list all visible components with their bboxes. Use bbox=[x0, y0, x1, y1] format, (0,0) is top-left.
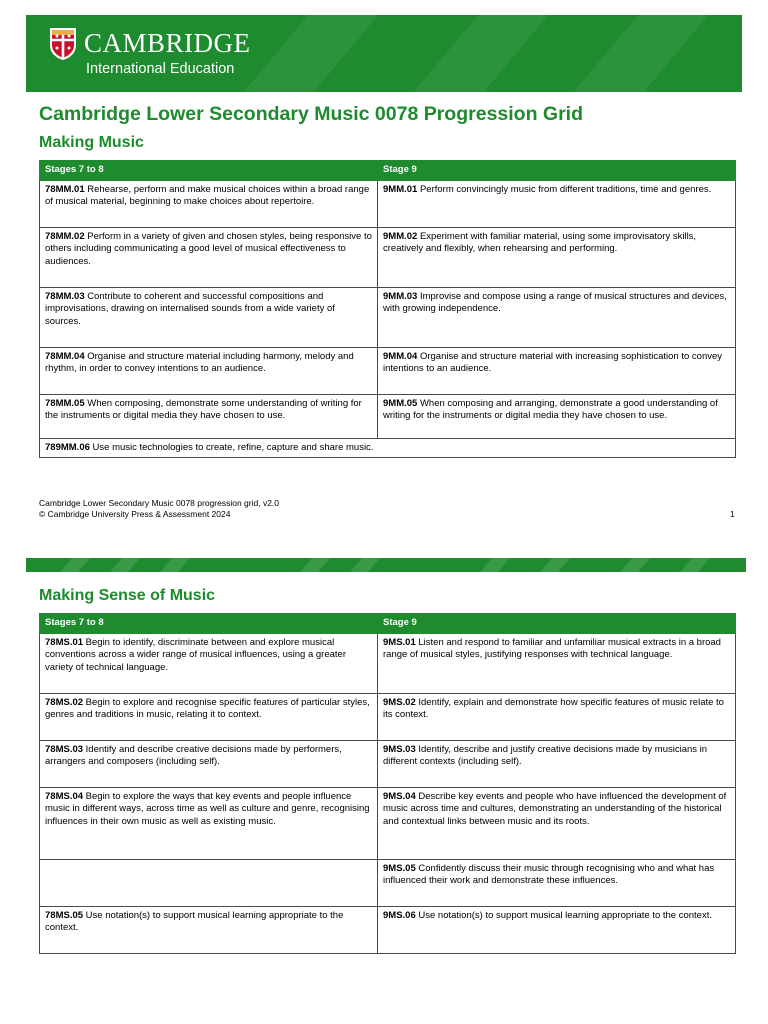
column-header-stages-7-8: Stages 7 to 8 bbox=[40, 614, 378, 634]
table-row bbox=[40, 394, 736, 438]
objective-text: Improvise and compose using a range of musical structures and devices, with growing independence. bbox=[383, 290, 727, 315]
table-cell bbox=[40, 180, 378, 227]
objective-code: 78MM.01 bbox=[45, 183, 85, 195]
objective-code: 78MS.05 bbox=[45, 909, 84, 921]
objective-text: When composing and arranging, demonstrate a good understanding of writing for the instruments or digital media they have chosen to use. bbox=[383, 397, 718, 422]
table-row bbox=[40, 347, 736, 394]
table-cell bbox=[40, 347, 378, 394]
column-header-stage-9: Stage 9 bbox=[378, 161, 736, 181]
table-cell bbox=[40, 227, 378, 287]
stripe-chevron bbox=[480, 558, 510, 572]
objective-code: 9MS.04 bbox=[383, 790, 416, 802]
objective-code: 78MM.02 bbox=[45, 230, 85, 242]
table-cell-spanning bbox=[40, 438, 736, 458]
brand-subtitle: International Education bbox=[86, 61, 235, 77]
objective-code: 9MS.03 bbox=[383, 743, 416, 755]
objective-code: 78MM.05 bbox=[45, 397, 85, 409]
making-music-table bbox=[39, 160, 736, 458]
table-header-row bbox=[40, 614, 736, 634]
column-header-stages-7-8: Stages 7 to 8 bbox=[40, 161, 378, 181]
objective-text: Confidently discuss their music through recognising who and what has influenced their work and demonstrate these influences. bbox=[383, 862, 715, 887]
objective-code: 78MM.03 bbox=[45, 290, 85, 302]
banner-chevron bbox=[574, 15, 709, 92]
objective-text: Use notation(s) to support musical learning appropriate to the context. bbox=[415, 909, 712, 921]
header-banner bbox=[26, 15, 742, 92]
objective-text: Describe key events and people who have influenced the development of music across time and cultures, demonstrating an understanding of the historical and contextual links between music and its roots. bbox=[383, 790, 727, 827]
objective-text: Contribute to coherent and successful compositions and improvisations, drawing on internalised sounds from a wide variety of sources. bbox=[45, 290, 335, 327]
objective-text: Experiment with familiar material, using some improvisatory skills, creatively and flexibly, when rehearsing and performing. bbox=[383, 230, 697, 255]
table-header-row bbox=[40, 161, 736, 181]
objective-text: Begin to explore the ways that key events and people influence music in different ways, across time as well as culture and genre, recognising influences in their own music as well as existing music. bbox=[45, 790, 370, 827]
table-cell bbox=[378, 859, 736, 906]
table-cell bbox=[40, 740, 378, 787]
page-footer bbox=[39, 498, 279, 520]
footer-copyright: © Cambridge University Press & Assessment 2024 bbox=[39, 509, 231, 519]
cambridge-shield-logo bbox=[49, 27, 77, 61]
stripe-chevron bbox=[300, 558, 330, 572]
objective-code: 78MS.02 bbox=[45, 696, 84, 708]
table-row bbox=[40, 859, 736, 906]
table-cell bbox=[40, 693, 378, 740]
table-cell bbox=[378, 347, 736, 394]
objective-code: 78MS.03 bbox=[45, 743, 84, 755]
objective-code: 78MS.04 bbox=[45, 790, 84, 802]
objective-code: 9MM.04 bbox=[383, 350, 418, 362]
objective-text: Organise and structure material including harmony, melody and rhythm, in order to convey intentions to an audience. bbox=[45, 350, 354, 375]
table-cell bbox=[378, 394, 736, 438]
footer-document-name: Cambridge Lower Secondary Music 0078 progression grid, v2.0 bbox=[39, 498, 280, 508]
table-row bbox=[40, 438, 736, 458]
brand-name: CAMBRIDGE bbox=[84, 28, 251, 58]
table-cell bbox=[40, 787, 378, 859]
objective-code: 78MS.01 bbox=[45, 636, 84, 648]
table-cell bbox=[378, 180, 736, 227]
objective-code: 9MM.01 bbox=[383, 183, 418, 195]
objective-text: When composing, demonstrate some understanding of writing for the instruments or digital media they have chosen to use. bbox=[45, 397, 362, 422]
objective-code: 9MM.03 bbox=[383, 290, 418, 302]
table-row bbox=[40, 740, 736, 787]
banner-chevron bbox=[414, 15, 549, 92]
objective-text: Organise and structure material with increasing sophistication to convey intentions to an audience. bbox=[383, 350, 723, 375]
page-header-stripe bbox=[26, 558, 746, 572]
table-cell bbox=[40, 287, 378, 347]
stripe-chevron bbox=[540, 558, 570, 572]
stripe-chevron bbox=[350, 558, 380, 572]
objective-code: 9MM.02 bbox=[383, 230, 418, 242]
objective-code: 9MM.05 bbox=[383, 397, 418, 409]
table-row bbox=[40, 693, 736, 740]
objective-code: 78MM.04 bbox=[45, 350, 85, 362]
table-row bbox=[40, 633, 736, 693]
making-sense-of-music-table bbox=[39, 613, 736, 954]
table-cell bbox=[40, 633, 378, 693]
stripe-chevron bbox=[680, 558, 710, 572]
document-title: Cambridge Lower Secondary Music 0078 Progression Grid bbox=[39, 103, 584, 125]
objective-text: Identify and describe creative decisions made by performers, arrangers and composers (including self). bbox=[45, 743, 342, 768]
table-cell bbox=[378, 787, 736, 859]
banner-chevron bbox=[244, 15, 379, 92]
table-cell bbox=[378, 287, 736, 347]
table-cell bbox=[40, 394, 378, 438]
table-cell-empty bbox=[40, 859, 378, 906]
objective-code: 9MS.05 bbox=[383, 862, 416, 874]
objective-code: 9MS.06 bbox=[383, 909, 416, 921]
objective-text: Begin to explore and recognise specific features of particular styles, genres and traditions in music, relating it to context. bbox=[45, 696, 370, 721]
stripe-chevron bbox=[60, 558, 90, 572]
table-cell bbox=[40, 906, 378, 953]
objective-code: 789MM.06 bbox=[45, 441, 90, 453]
objective-text: Begin to identify, discriminate between and explore musical conventions across a wider range of musical influences, using a greater variety of technical language. bbox=[45, 636, 346, 673]
table-row bbox=[40, 787, 736, 859]
page-number: 1 bbox=[730, 509, 735, 519]
column-header-stage-9: Stage 9 bbox=[378, 614, 736, 634]
objective-text: Use notation(s) to support musical learning appropriate to the context. bbox=[45, 909, 344, 934]
table-row bbox=[40, 180, 736, 227]
objective-text: Use music technologies to create, refine, capture and share music. bbox=[89, 441, 374, 453]
table-cell bbox=[378, 633, 736, 693]
objective-text: Listen and respond to familiar and unfamiliar musical extracts in a broad range of musical styles, justifying responses with technical language. bbox=[383, 636, 721, 661]
table-row bbox=[40, 287, 736, 347]
stripe-chevron bbox=[620, 558, 650, 572]
objective-code: 9MS.02 bbox=[383, 696, 416, 708]
table-row bbox=[40, 906, 736, 953]
table-row bbox=[40, 227, 736, 287]
table-cell bbox=[378, 693, 736, 740]
table-cell bbox=[378, 906, 736, 953]
objective-text: Perform convincingly music from different traditions, time and genres. bbox=[417, 183, 712, 195]
objective-text: Rehearse, perform and make musical choices within a broad range of musical material, beginning to make choices about repertoire. bbox=[45, 183, 370, 208]
table-cell bbox=[378, 227, 736, 287]
stripe-chevron bbox=[110, 558, 140, 572]
objective-text: Perform in a variety of given and chosen styles, being responsive to others including communicating a good level of musical effectiveness to audiences. bbox=[45, 230, 372, 267]
table-cell bbox=[378, 740, 736, 787]
objective-text: Identify, describe and justify creative decisions made by musicians in different contexts (including self). bbox=[383, 743, 708, 768]
objective-text: Identify, explain and demonstrate how specific features of music relate to its context. bbox=[383, 696, 724, 721]
objective-code: 9MS.01 bbox=[383, 636, 416, 648]
stripe-chevron bbox=[160, 558, 190, 572]
section-heading-making-music: Making Music bbox=[39, 134, 144, 151]
section-heading-making-sense-of-music: Making Sense of Music bbox=[39, 587, 216, 604]
